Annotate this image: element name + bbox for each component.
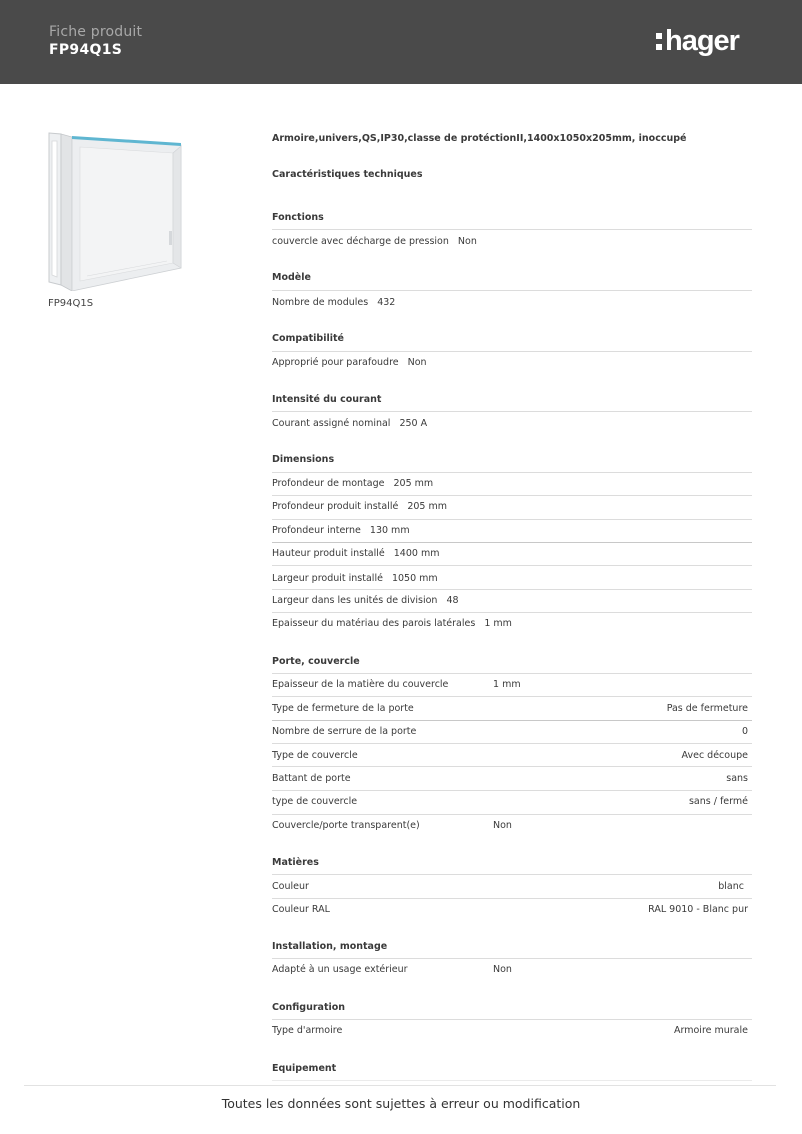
spec-value: Pas de fermeture	[666, 703, 748, 714]
divider	[272, 612, 752, 613]
spec-label: Hauteur produit installé	[272, 548, 385, 559]
spec-row	[272, 595, 752, 609]
hager-logo	[656, 25, 739, 57]
logo-text: hager	[665, 25, 739, 57]
spec-label: Profondeur produit installé	[272, 501, 399, 512]
spec-row	[272, 820, 752, 834]
divider	[272, 565, 752, 566]
spec-row	[272, 418, 752, 432]
spec-value: Avec découpe	[681, 750, 748, 761]
divider	[272, 589, 752, 590]
divider	[272, 519, 752, 520]
divider	[272, 898, 752, 899]
spec-value: 205 mm	[407, 501, 447, 512]
technical-characteristics-heading: Caractéristiques techniques	[272, 169, 423, 180]
divider	[272, 814, 752, 815]
section-title-fonctions: Fonctions	[272, 212, 324, 223]
spec-value: RAL 9010 - Blanc pur	[648, 904, 748, 915]
section-title-dimensions: Dimensions	[272, 454, 335, 465]
divider	[272, 495, 752, 496]
spec-label: Epaisseur du matériau des parois latérales	[272, 618, 476, 629]
spec-label: Profondeur de montage	[272, 478, 385, 489]
section-title-porte-couvercle: Porte, couvercle	[272, 656, 360, 667]
divider	[272, 673, 752, 674]
spec-value: sans / fermé	[688, 796, 748, 807]
spec-row	[272, 881, 752, 895]
section-title-configuration: Configuration	[272, 1002, 346, 1013]
divider	[272, 290, 752, 291]
spec-label: couvercle avec décharge de pression	[272, 236, 449, 247]
spec-label: Epaisseur de la matière du couvercle	[272, 679, 449, 690]
section-title-modele: Modèle	[272, 272, 311, 283]
spec-value: Non	[457, 236, 477, 247]
footer-divider	[24, 1085, 776, 1086]
header-product-code: FP94Q1S	[49, 42, 123, 58]
spec-row	[272, 478, 752, 492]
spec-label: Approprié pour parafoudre	[272, 357, 399, 368]
spec-value: 1400 mm	[393, 548, 440, 559]
divider	[272, 229, 752, 230]
spec-value: 250 A	[399, 418, 428, 429]
divider	[272, 472, 752, 473]
spec-label: Nombre de modules	[272, 297, 369, 308]
spec-label: type de couvercle	[272, 796, 358, 807]
spec-value: 1 mm	[484, 618, 512, 629]
divider	[272, 696, 752, 697]
header-subtitle: Fiche produit	[49, 24, 143, 40]
spec-label: Type d'armoire	[272, 1025, 343, 1036]
spec-label: Largeur dans les unités de division	[272, 595, 438, 606]
spec-row	[272, 773, 752, 787]
spec-row	[272, 1025, 752, 1039]
spec-value: 48	[446, 595, 459, 606]
spec-label: Adapté à un usage extérieur	[272, 964, 408, 975]
section-title-matieres: Matières	[272, 857, 319, 868]
footer-disclaimer: Toutes les données sont sujettes à erreur ou modification	[221, 1096, 581, 1111]
product-image	[47, 131, 183, 291]
spec-row	[272, 618, 752, 632]
cabinet-illustration-icon	[47, 131, 183, 291]
spec-row	[272, 796, 752, 810]
spec-label: Couleur	[272, 881, 309, 892]
spec-value: 0	[741, 726, 748, 737]
spec-label: Largeur produit installé	[272, 573, 383, 584]
section-title-installation: Installation, montage	[272, 941, 388, 952]
spec-value: Non	[407, 357, 427, 368]
divider	[272, 874, 752, 875]
divider	[272, 542, 752, 543]
spec-row	[272, 703, 752, 717]
spec-label: Couvercle/porte transparent(e)	[272, 820, 420, 831]
spec-value: 432	[377, 297, 396, 308]
spec-label: Type de fermeture de la porte	[272, 703, 414, 714]
spec-value: sans	[726, 773, 748, 784]
section-title-compatibilite: Compatibilité	[272, 333, 344, 344]
spec-value: blanc	[718, 881, 744, 892]
spec-label: Nombre de serrure de la porte	[272, 726, 417, 737]
spec-row	[272, 904, 752, 918]
spec-value: Non	[493, 820, 512, 831]
spec-row	[272, 750, 752, 764]
spec-row	[272, 679, 752, 693]
divider	[272, 1019, 752, 1020]
spec-row	[272, 525, 752, 539]
divider	[272, 790, 752, 791]
spec-value: 205 mm	[393, 478, 434, 489]
spec-label: Type de couvercle	[272, 750, 358, 761]
divider	[272, 720, 752, 721]
divider	[272, 958, 752, 959]
spec-row	[272, 964, 752, 978]
spec-value: 130 mm	[369, 525, 410, 536]
logo-colon-icon	[656, 31, 663, 53]
divider	[272, 766, 752, 767]
spec-value: Armoire murale	[674, 1025, 748, 1036]
spec-row	[272, 573, 752, 587]
spec-label: Couleur RAL	[272, 904, 330, 915]
spec-row	[272, 357, 752, 371]
divider	[272, 411, 752, 412]
spec-value: 1050 mm	[391, 573, 438, 584]
divider	[272, 351, 752, 352]
spec-row	[272, 726, 752, 740]
section-title-intensite: Intensité du courant	[272, 394, 382, 405]
spec-label: Profondeur interne	[272, 525, 361, 536]
spec-row	[272, 501, 752, 515]
spec-row	[272, 297, 752, 311]
product-image-caption: FP94Q1S	[48, 298, 94, 309]
divider	[272, 743, 752, 744]
spec-row	[272, 236, 752, 250]
spec-value: Non	[493, 964, 512, 975]
page-header	[0, 0, 802, 84]
spec-label: Battant de porte	[272, 773, 351, 784]
spec-label: Courant assigné nominal	[272, 418, 391, 429]
product-description: Armoire,univers,QS,IP30,classe de protéctionII,1400x1050x205mm, inoccupé	[272, 133, 687, 144]
spec-row	[272, 548, 752, 562]
divider	[272, 1080, 752, 1081]
spec-value: 1 mm	[493, 679, 521, 690]
section-title-equipement: Equipement	[272, 1063, 337, 1074]
